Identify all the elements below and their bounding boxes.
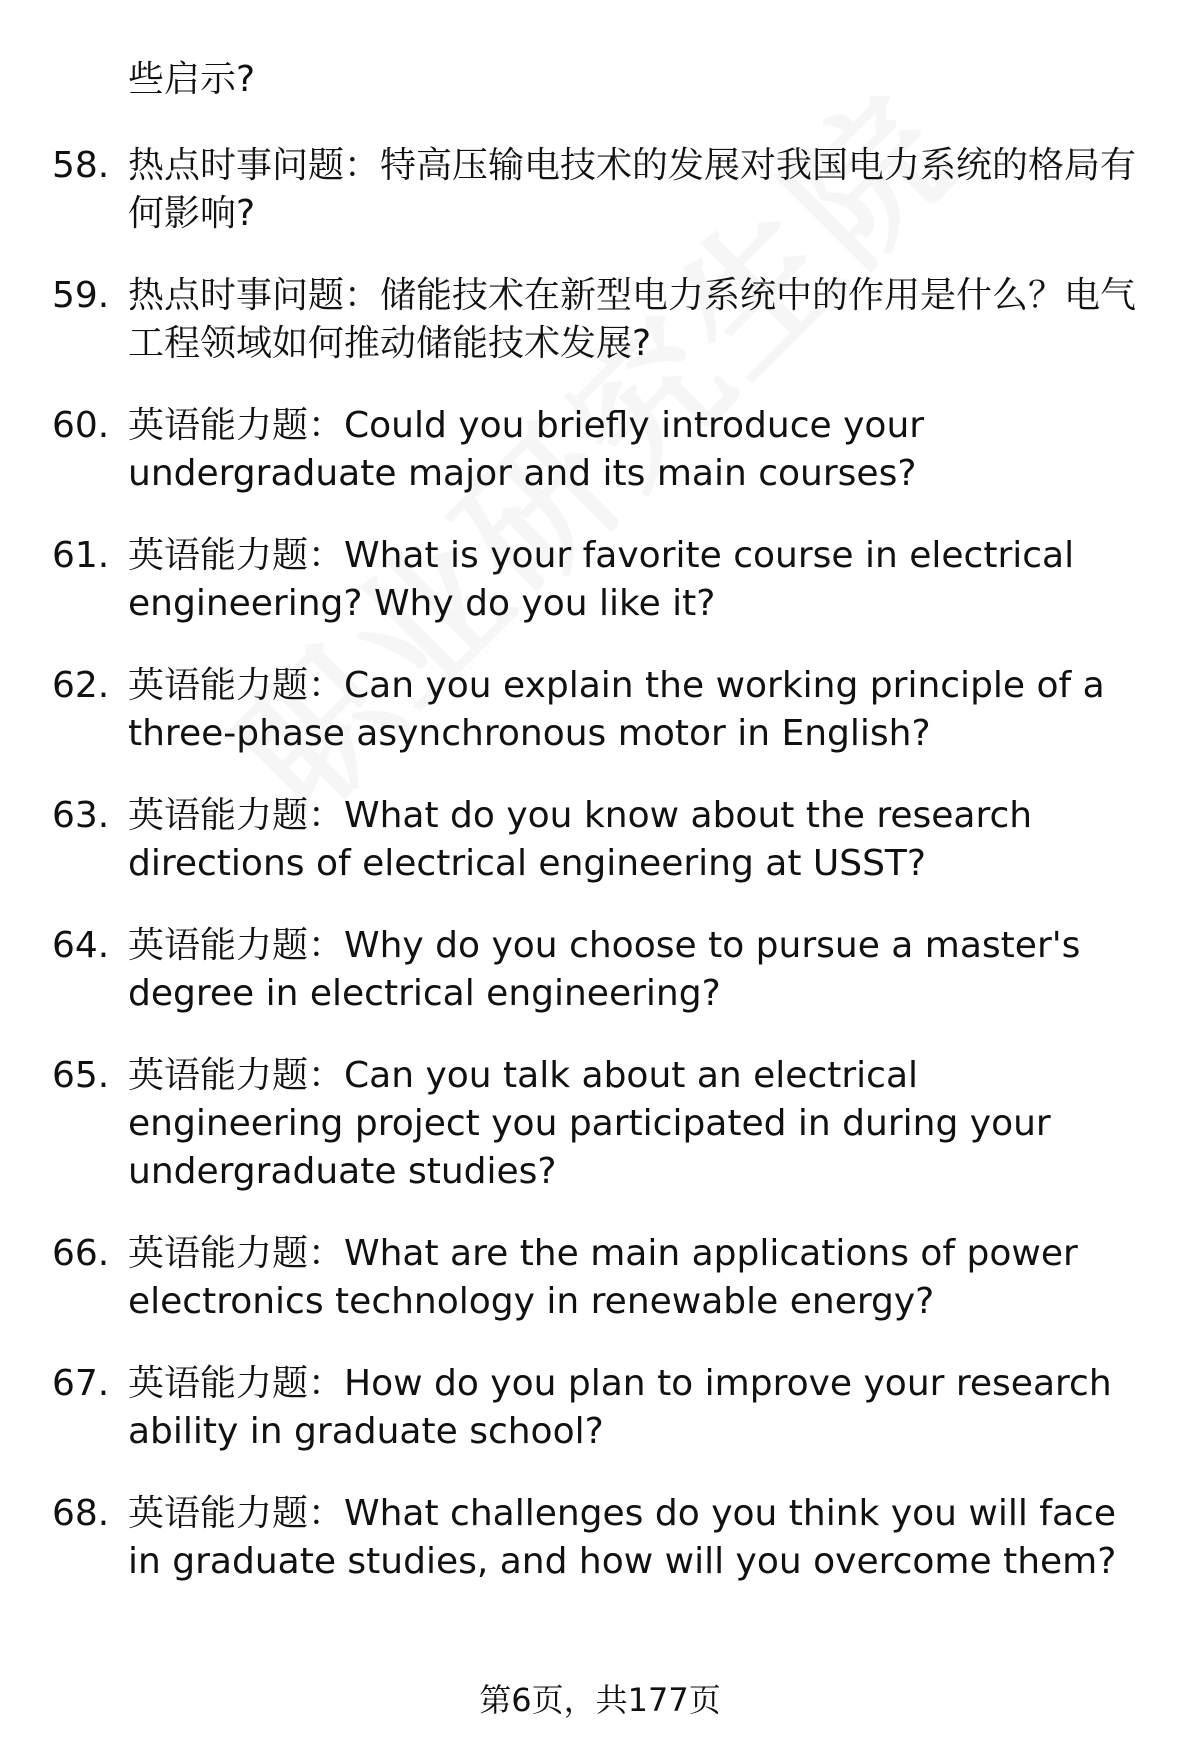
- question-number: 58.: [52, 145, 110, 186]
- question-item-65: [0, 1052, 1200, 1196]
- question-item-59: [0, 272, 1200, 368]
- question-list: [0, 142, 1200, 1620]
- question-number: 65.: [52, 1055, 110, 1096]
- question-item-60: [0, 402, 1200, 498]
- question-text: 英语能力题：Could you briefly introduce your undergraduate major and its main courses?: [128, 405, 925, 494]
- question-text: 英语能力题：What are the main applications of power electronics technology in renewable energy?: [128, 1233, 1078, 1322]
- question-number: 60.: [52, 405, 110, 446]
- question-number: 62.: [52, 665, 110, 706]
- question-text: 英语能力题：What is your favorite course in electrical engineering? Why do you like it?: [128, 535, 1075, 624]
- question-text: 英语能力题：Can you talk about an electrical engineering project you participated in during your undergraduate studies?: [128, 1055, 1051, 1192]
- question-item-68: [0, 1490, 1200, 1586]
- question-text: 英语能力题：What challenges do you think you will face in graduate studies, and how will you overcome them?: [128, 1493, 1117, 1582]
- question-number: 66.: [52, 1233, 110, 1274]
- question-number: 61.: [52, 535, 110, 576]
- question-number: 68.: [52, 1493, 110, 1534]
- question-text: 英语能力题：Why do you choose to pursue a master's degree in electrical engineering?: [128, 925, 1081, 1014]
- question-number: 67.: [52, 1363, 110, 1404]
- question-item-67: [0, 1360, 1200, 1456]
- question-text: 英语能力题：How do you plan to improve your research ability in graduate school?: [128, 1363, 1112, 1452]
- question-number: 63.: [52, 795, 110, 836]
- question-item-62: [0, 662, 1200, 758]
- question-item-64: [0, 922, 1200, 1018]
- page-footer: 第6页，共177页: [479, 1681, 721, 1719]
- question-number: 59.: [52, 275, 110, 316]
- question-item-58: [0, 142, 1200, 238]
- question-number: 64.: [52, 925, 110, 966]
- question-text: 热点时事问题：特高压输电技术的发展对我国电力系统的格局有何影响?: [128, 145, 1137, 234]
- question-item-63: [0, 792, 1200, 888]
- question-text: 热点时事问题：储能技术在新型电力系统中的作用是什么？电气工程领域如何推动储能技术发展?: [128, 275, 1137, 364]
- question-text: 英语能力题：Can you explain the working principle of a three-phase asynchronous motor in English?: [128, 665, 1105, 754]
- continuation-text: 些启示?: [128, 59, 256, 100]
- question-item-61: [0, 532, 1200, 628]
- question-text: 英语能力题：What do you know about the research directions of electrical engineering at USST?: [128, 795, 1033, 884]
- question-item-66: [0, 1230, 1200, 1326]
